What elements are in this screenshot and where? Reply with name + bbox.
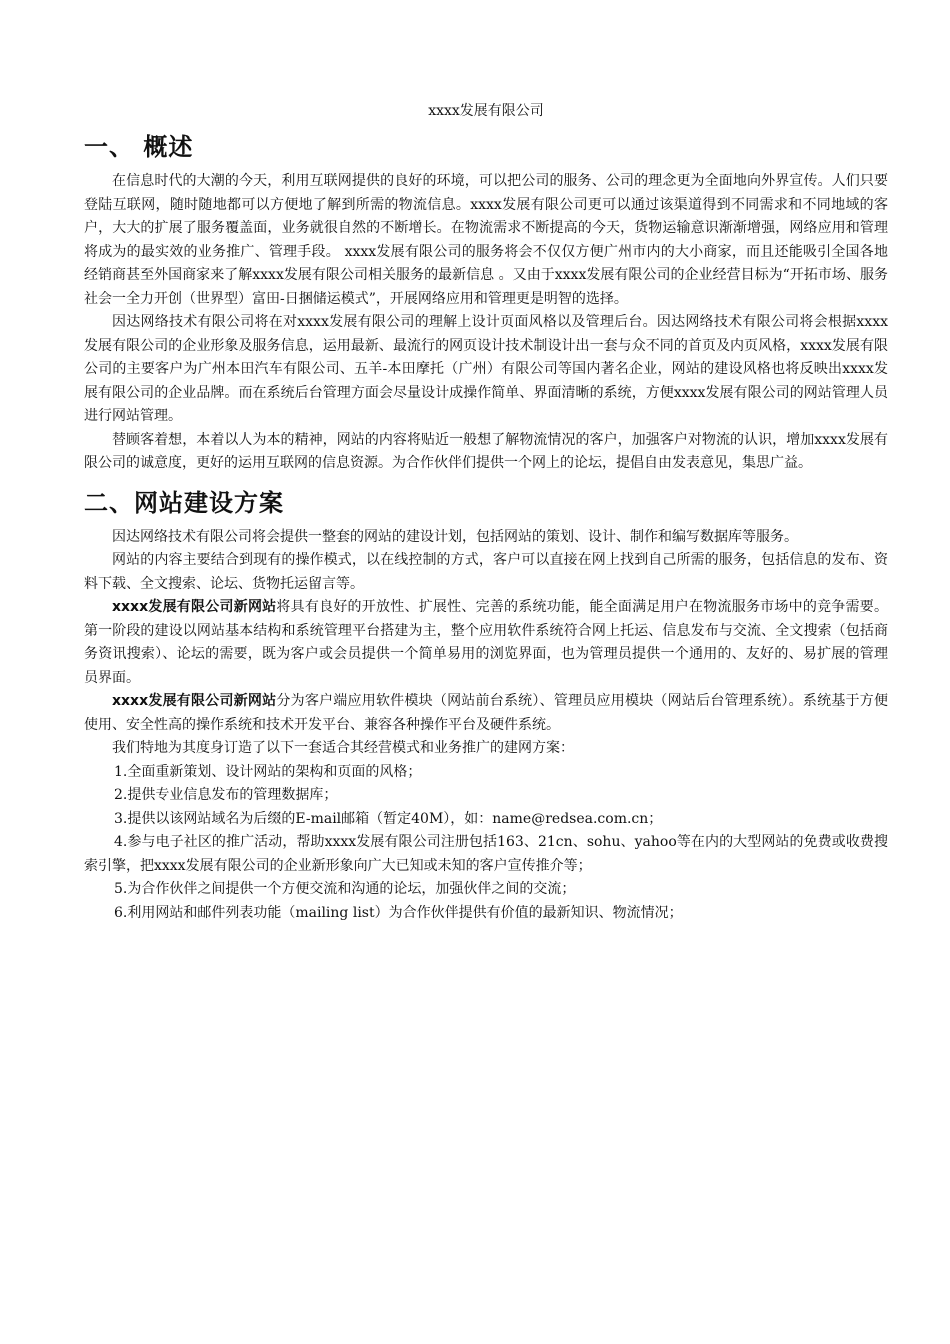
overview-paragraph-2: 因达网络技术有限公司将在对xxxx发展有限公司的理解上设计页面风格以及管理后台。因达网络技术有限公司将会根据xxxx发展有限公司的企业形象及服务信息，运用最新、最流行的网页设计技术制设计出一套与众不同的首页及内页风格，xxxx发展有限公司的主要客户为广州本田汽车有限公司、五羊-本田摩托（广州）有限公司等国内著名企业，网站的建设风格也将反映出xxxx发展有限公司的企业品牌。而在系统后台管理方面会尽量设计成操作简单、界面清晰的系统，方便xxxx发展有限公司的网站管理人员进行网站管理。: [84, 314, 888, 424]
overview-paragraph-1: 在信息时代的大潮的今天，利用互联网提供的良好的环境，可以把公司的服务、公司的理念更为全面地向外界宣传。人们只要登陆互联网，随时随地都可以方便地了解到所需的物流信息。xxxx发展有限公司更可以通过该渠道得到不同需求和不同地域的客户，大大的扩展了服务覆盖面，业务就很自然的不断增长。在物流需求不断提高的今天，货物运输意识渐渐增强，网络应用和管理将成为的最实效的业务推广、管理手段。 xxxx发展有限公司的服务将会不仅仅方便广州市内的大小商家，而且还能吸引全国各地经销商甚至外国商家来了解xxxx发展有限公司相关服务的最新信息 。又由于xxxx发展有限公司的企业经营目标为“开拓市场、服务社会一全力开创（世界型）富田-日捆储运模式”，开展网络应用和管理更是明智的选择。: [84, 173, 888, 307]
lead-paragraph-body: 分为客户端应用软件模块（网站前台系统）、管理员应用模块（网站后台管理系统）。系统基于方便使用、安全性高的操作系统和技术开发平台、兼容各种操作平台及硬件系统。: [84, 693, 889, 733]
section-heading-website-plan: 二、网站建设方案: [84, 488, 284, 517]
plan-lead-paragraph-2: [84, 690, 888, 737]
lead-text: xxxx发展有限公司新网站: [112, 693, 277, 709]
plan-lead-paragraph-1: [84, 596, 888, 690]
plan-item-6: 6.利用网站和邮件列表功能（mailing list）为合作伙伴提供有价值的最新知识、物流情况；: [114, 904, 683, 921]
plan-item-5: 5.为合作伙伴之间提供一个方便交流和沟通的论坛，加强伙伴之间的交流；: [114, 881, 576, 897]
plan-paragraph-2: 网站的内容主要结合到现有的操作模式，以在线控制的方式，客户可以直接在网上找到自己所需的服务，包括信息的发布、资料下载、全文搜索、论坛、货物托运留言等。: [84, 552, 888, 592]
overview-paragraph-3: 替顾客着想，本着以人为本的精神，网站的内容将贴近一般想了解物流情况的客户，加强客户对物流的认识，增加xxxx发展有限公司的诚意度，更好的运用互联网的信息资源。为合作伙伴们提供一个网上的论坛，提倡自由发表意见，集思广益。: [84, 431, 888, 471]
plan-intro: 我们特地为其度身订造了以下一套适合其经营模式和业务推广的建网方案：: [112, 740, 574, 756]
lead-text: xxxx发展有限公司新网站: [112, 599, 277, 615]
plan-paragraph-1: 因达网络技术有限公司将会提供一整套的网站的建设计划，包括网站的策划、设计、制作和编写数据库等服务。: [112, 528, 798, 545]
lead-paragraph-body: 将具有良好的开放性、扩展性、完善的系统功能，能全面满足用户在物流服务市场中的竞争需要。第一阶段的建设以网站基本结构和系统管理平台搭建为主，整个应用软件系统符合网上托运、信息发布与交流、全文搜索（包括商务资讯搜索）、论坛的需要，既为客户或会员提供一个简单易用的浏览界面，也为管理员提供一个通用的、友好的、易扩展的管理员界面。: [84, 599, 888, 686]
plan-item-1: 1.全面重新策划、设计网站的架构和页面的风格；: [114, 763, 422, 780]
document-title: xxxx发展有限公司: [428, 103, 544, 119]
plan-item-2: 2.提供专业信息发布的管理数据库；: [114, 787, 338, 803]
section-heading-overview: 一、 概述: [84, 133, 194, 161]
plan-item-4: 4.参与电子社区的推广活动，帮助xxxx发展有限公司注册包括163、21cn、sohu、yahoo等在内的大型网站的免费或收费搜索引擎，把xxxx发展有限公司的企业新形象向广大已知或未知的客户宣传推介等；: [84, 834, 888, 874]
plan-item-3: 3.提供以该网站域名为后缀的E-mail邮箱（暂定40M），如：name@redsea.com.cn；: [114, 810, 663, 827]
